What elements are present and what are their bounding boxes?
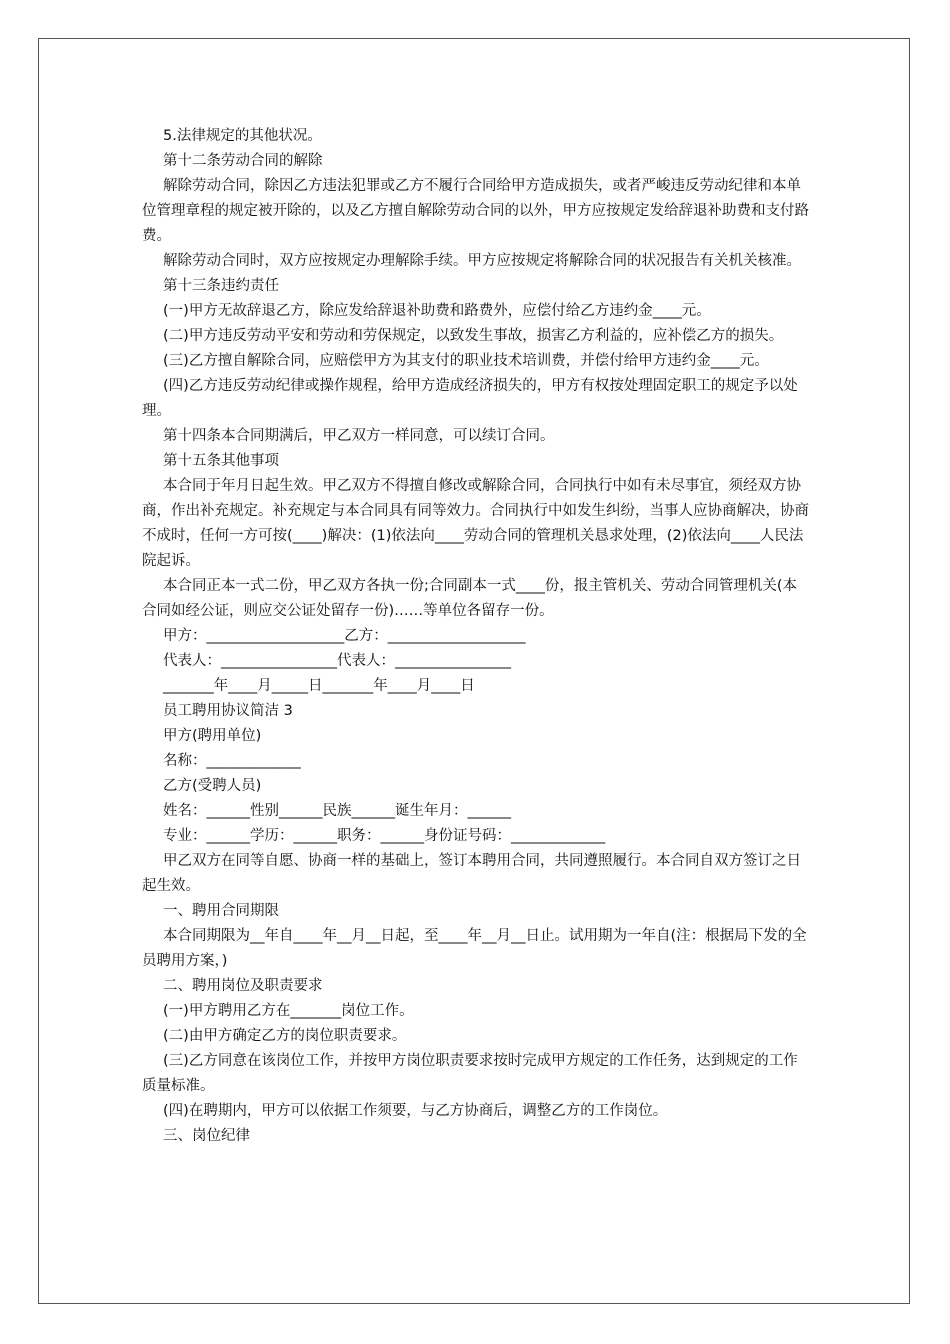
date-line: _______年____月_____日_______年____月____日 bbox=[163, 678, 475, 694]
paragraph: 解除劳动合同，除因乙方违法犯罪或乙方不履行合同给甲方造成损失，或者严峻违反劳动纪律和本单位管理章程的规定被开除的，以及乙方擅自解除劳动合同的以外，甲方应按规定发给辞退补助费和支付路费。 bbox=[142, 178, 809, 244]
section-heading: 第十二条劳动合同的解除 bbox=[163, 153, 323, 169]
paragraph: 本合同正本一式二份，甲乙双方各执一份;合同副本一式____份，报主管机关、劳动合同管理机关(本合同如经公证，则应交公证处留存一份)……等单位各留存一份。 bbox=[142, 578, 798, 619]
section-heading: 三、岗位纪律 bbox=[163, 1128, 250, 1144]
form-field: 专业：______学历：______职务：______身份证号码：_____________ bbox=[163, 828, 606, 844]
section-heading: 第十三条违约责任 bbox=[163, 278, 279, 294]
paragraph: (三)乙方擅自解除合同，应赔偿甲方为其支付的职业技术培训费，并偿付给甲方违约金____元。 bbox=[163, 353, 769, 369]
form-field: 姓名：______性别______民族______诞生年月：______ bbox=[163, 803, 511, 819]
section-heading: 一、聘用合同期限 bbox=[163, 903, 279, 919]
signature-line: 代表人：________________代表人：________________ bbox=[163, 653, 511, 669]
paragraph: (四)乙方违反劳动纪律或操作规程，给甲方造成经济损失的，甲方有权按处理固定职工的规定予以处理。 bbox=[142, 378, 798, 419]
party-label: 乙方(受聘人员) bbox=[163, 778, 262, 794]
section-heading: 二、聘用岗位及职责要求 bbox=[163, 978, 323, 994]
party-label: 甲方(聘用单位) bbox=[163, 728, 262, 744]
paragraph: (四)在聘期内，甲方可以依据工作须要，与乙方协商后，调整乙方的工作岗位。 bbox=[163, 1103, 668, 1119]
paragraph: (二)由甲方确定乙方的岗位职责要求。 bbox=[163, 1028, 407, 1044]
paragraph: 第十四条本合同期满后，甲乙双方一样同意，可以续订合同。 bbox=[163, 428, 555, 444]
document-body bbox=[142, 124, 810, 1149]
paragraph: 本合同于年月日起生效。甲乙双方不得擅自修改或解除合同，合同执行中如有未尽事宜，须经双方协商，作出补充规定。补充规定与本合同具有同等效力。合同执行中如发生纠纷，当事人应协商解决，协商不成时，任何一方可按(____)解决：(1)依法向____劳动合同的管理机关恳求处理，(2)依法向____人民法院起诉。 bbox=[142, 478, 809, 569]
paragraph: 本合同期限为__年自____年__月__日起，至____年__月__日止。试用期为一年自(注：根据局下发的全员聘用方案，) bbox=[142, 928, 807, 969]
paragraph: (二)甲方违反劳动平安和劳动和劳保规定，以致发生事故，损害乙方利益的，应补偿乙方的损失。 bbox=[163, 328, 784, 344]
text-line: 5.法律规定的其他状况。 bbox=[163, 128, 322, 144]
paragraph: 解除劳动合同时，双方应按规定办理解除手续。甲方应按规定将解除合同的状况报告有关机关核准。 bbox=[163, 253, 801, 269]
paragraph: (一)甲方无故辞退乙方，除应发给辞退补助费和路费外，应偿付给乙方违约金____元。 bbox=[163, 303, 711, 319]
paragraph: (一)甲方聘用乙方在_______岗位工作。 bbox=[163, 1003, 414, 1019]
paragraph: 甲乙双方在同等自愿、协商一样的基础上，签订本聘用合同，共同遵照履行。本合同自双方签订之日起生效。 bbox=[142, 853, 801, 894]
document-title: 员工聘用协议简洁 3 bbox=[163, 703, 293, 719]
signature-line: 甲方：___________________乙方：___________________ bbox=[163, 628, 526, 644]
paragraph: (三)乙方同意在该岗位工作，并按甲方岗位职责要求按时完成甲方规定的工作任务，达到规定的工作质量标准。 bbox=[142, 1053, 798, 1094]
section-heading: 第十五条其他事项 bbox=[163, 453, 279, 469]
form-field: 名称：_____________ bbox=[163, 753, 301, 769]
